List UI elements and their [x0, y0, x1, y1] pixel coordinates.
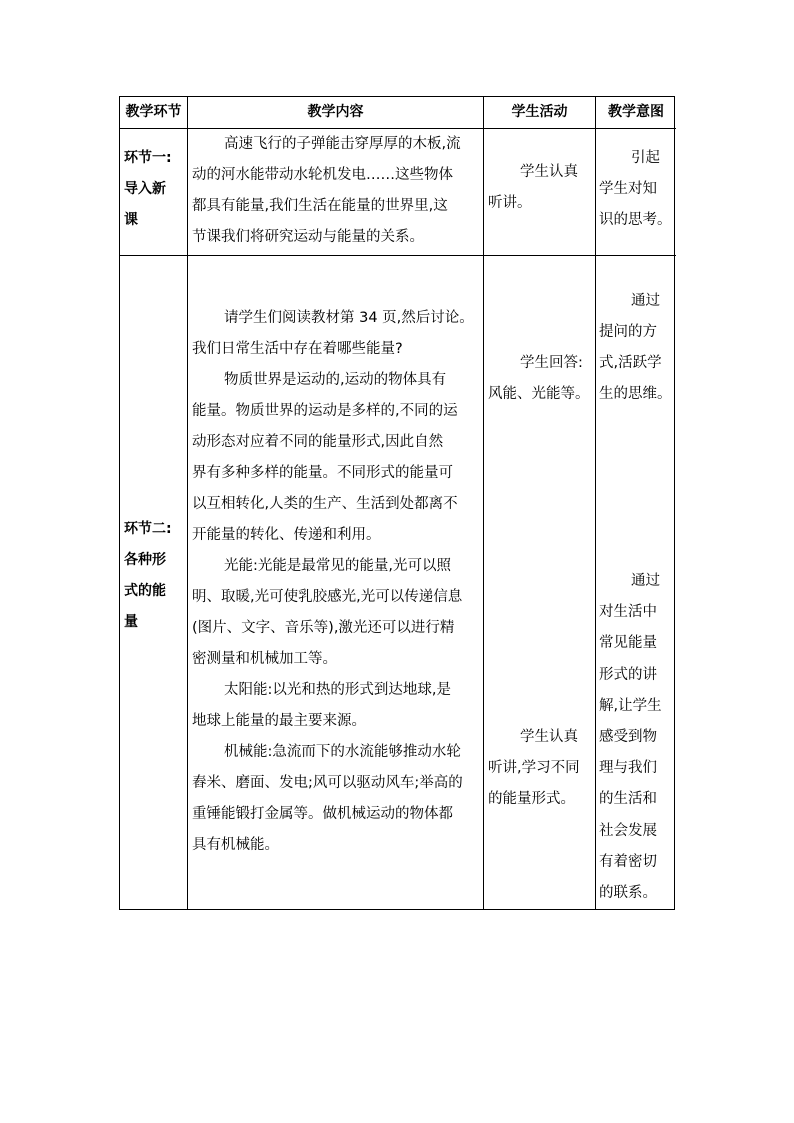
activity-cell	[488, 348, 594, 410]
stage-line: 式的能	[124, 583, 166, 599]
content-line: 舂米、磨面、发电;风可以驱动风车;举高的	[192, 775, 463, 791]
intent-line: 引起	[631, 150, 660, 166]
activity-line: 风能、光能等。	[488, 386, 590, 402]
header-intent: 教学意图	[608, 104, 664, 120]
activity-line: 学生认真	[520, 729, 578, 745]
header-stage: 教学环节	[125, 104, 182, 120]
content-line: 以互相转化,人类的生产、生活到处都离不	[192, 496, 458, 512]
intent-line: 学生对知	[599, 181, 657, 197]
content-line: (图片、文字、音乐等),激光还可以进行精	[192, 620, 455, 636]
stage-line: 课	[124, 212, 138, 228]
table-row	[120, 129, 676, 256]
stage-cell	[124, 143, 186, 236]
stage-line: 环节一:	[124, 150, 172, 166]
content-line: 具有机械能。	[192, 837, 279, 853]
intent-cell	[599, 143, 675, 236]
content-line: 光能:光能是最常见的能量,光可以照	[224, 558, 451, 574]
intent-cell	[599, 286, 675, 410]
stage-line: 量	[124, 614, 138, 630]
content-line: 节课我们将研究运动与能量的关系。	[192, 229, 424, 245]
content-line: 请学生们阅读教材第 34 页,然后讨论。	[224, 310, 474, 326]
header-activity: 学生活动	[511, 104, 568, 120]
activity-line: 学生认真	[520, 164, 578, 180]
activity-line: 听讲。	[488, 195, 532, 211]
activity-cell	[488, 722, 594, 815]
table-header-row	[120, 97, 676, 129]
intent-line: 式,活跃学	[599, 355, 662, 371]
activity-line: 学生回答:	[520, 355, 583, 371]
intent-line: 理与我们	[599, 760, 657, 777]
content-line: 物质世界是运动的,运动的物体具有	[224, 372, 447, 388]
intent-cell	[599, 566, 675, 909]
header-content: 教学内容	[307, 104, 364, 120]
stage-line: 导入新	[124, 181, 166, 197]
lesson-plan-table	[119, 96, 675, 910]
intent-line: 通过	[631, 293, 660, 309]
content-line: 我们日常生活中存在着哪些能量?	[192, 341, 403, 357]
activity-line: 的能量形式。	[488, 791, 575, 807]
intent-line: 通过	[631, 573, 660, 589]
content-line: 太阳能:以光和热的形式到达地球,是	[224, 682, 451, 698]
intent-line: 提问的方	[599, 324, 657, 340]
stage-line: 环节二:	[124, 521, 172, 537]
content-cell	[192, 303, 482, 861]
content-line: 动形态对应着不同的能量形式,因此自然	[192, 434, 444, 450]
content-line: 开能量的转化、传递和利用。	[192, 527, 381, 543]
intent-line: 常见能量	[599, 635, 657, 652]
content-line: 明、取暖,光可使乳胶感光,光可以传递信息	[192, 589, 463, 605]
activity-line: 听讲,学习不同	[488, 760, 580, 776]
content-line: 动的河水能带动水轮机发电……这些物体	[192, 167, 453, 183]
content-line: 机械能:急流而下的水流能够推动水轮	[224, 744, 461, 760]
content-line: 都具有能量,我们生活在能量的世界里,这	[192, 198, 448, 214]
intent-line: 解,让学生	[599, 697, 662, 714]
content-line: 重锤能锻打金属等。做机械运动的物体都	[192, 806, 453, 822]
intent-line: 形式的讲	[599, 666, 657, 683]
intent-line: 社会发展	[599, 822, 657, 839]
content-cell	[192, 129, 482, 253]
stage-cell	[124, 514, 186, 638]
intent-line: 的生活和	[599, 791, 657, 808]
intent-line: 生的思维。	[599, 386, 672, 402]
intent-line: 对生活中	[599, 604, 657, 621]
intent-line: 的联系。	[599, 885, 657, 902]
content-line: 地球上能量的最主要来源。	[192, 713, 366, 729]
content-line: 界有多种多样的能量。不同形式的能量可	[192, 465, 453, 481]
stage-line: 各种形	[124, 552, 166, 568]
activity-cell	[488, 157, 594, 219]
table-row	[120, 256, 676, 910]
intent-line: 感受到物	[599, 729, 657, 746]
intent-line: 有着密切	[599, 853, 657, 870]
intent-line: 识的思考。	[599, 212, 672, 228]
content-line: 高速飞行的子弹能击穿厚厚的木板,流	[224, 136, 461, 152]
content-line: 密测量和机械加工等。	[192, 651, 337, 667]
content-line: 能量。物质世界的运动是多样的,不同的运	[192, 403, 458, 419]
